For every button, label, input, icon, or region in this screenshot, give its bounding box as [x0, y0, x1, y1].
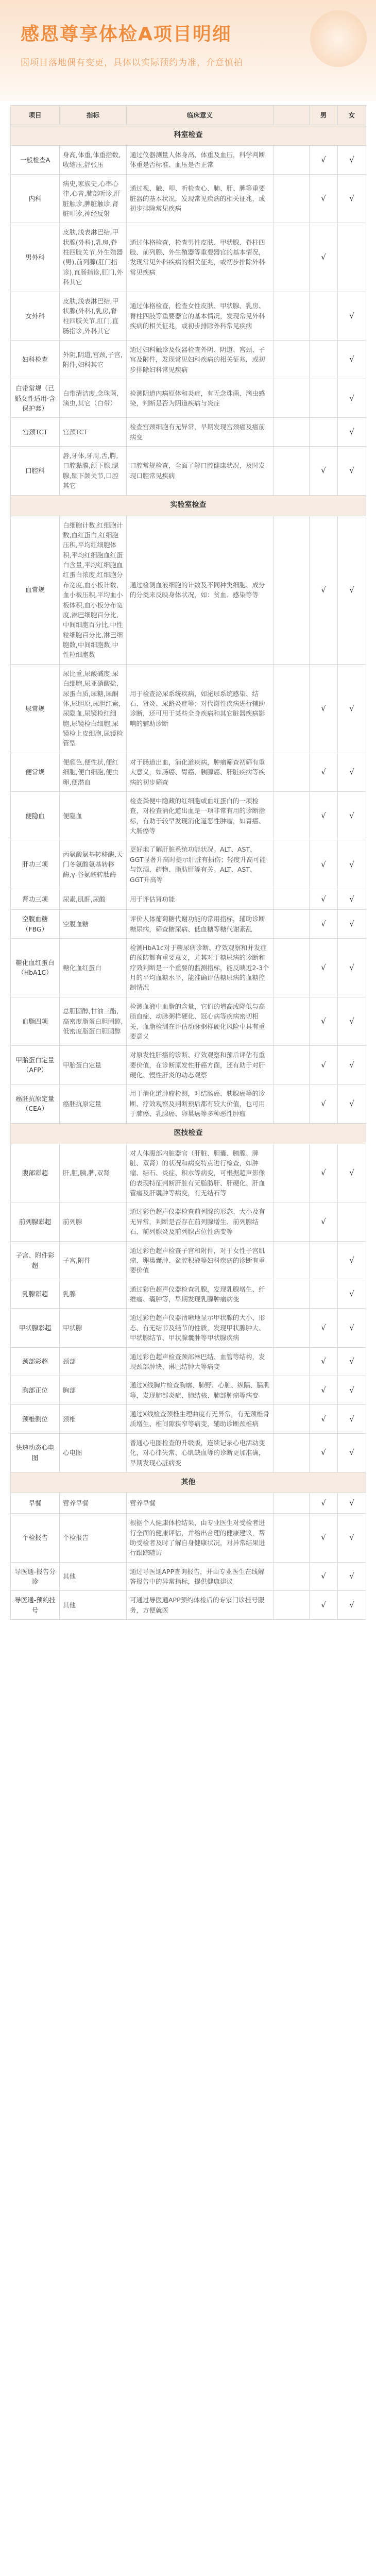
male-check-mark: √: [310, 753, 338, 791]
item-name: 导医通-报告分诊: [11, 1562, 60, 1591]
item-clinical-meaning: 通过体格检查，检查男性皮肤、甲状腺、脊柱四肢、前列腺、外生殖器等重要器官的基本情况，发现常见外科疾病的相关征兆，或初步排除外科常见疾病: [127, 223, 274, 292]
blank-cell: [274, 1046, 310, 1084]
female-check-mark: √: [338, 910, 366, 939]
female-check-mark: √: [338, 341, 366, 379]
header-indicator: 指标: [60, 106, 127, 125]
header-male: 男: [310, 106, 338, 125]
item-indicators: 癌胚抗原定量: [60, 1084, 127, 1123]
female-check-mark: √: [338, 516, 366, 664]
blank-cell: [274, 1433, 310, 1472]
blank-cell: [274, 664, 310, 753]
female-check-mark: √: [338, 1493, 366, 1513]
male-check-mark: √: [310, 516, 338, 664]
item-name: 一般检查A: [11, 146, 60, 175]
section-header-row: [11, 495, 366, 516]
blank-cell: [274, 292, 310, 341]
item-indicators: 营养早餐: [60, 1493, 127, 1513]
item-indicators: 白细胞计数,红细胞计数,血红蛋白,红细胞压积,平均红细胞体积,平均红细胞血红蛋白含量,平均红细胞血红蛋白浓度,红细胞分布宽度,血小板计数,血小板压积,平均血小板体积,血小板分布宽度,淋巴细胞百分比,中间细胞百分比,中性粒细胞百分比,淋巴细胞数,中间细胞数,中性粒细胞数: [60, 516, 127, 664]
item-clinical-meaning: 通过彩色超声检查子宫和附件，对于女性子宫肌瘤、卵巢囊肿、盆腔积液等妇科疾病的诊断有重要价值: [127, 1241, 274, 1280]
item-clinical-meaning: 检查宫颈细胞有无异常，早期发现宫颈癌及癌前病变: [127, 418, 274, 447]
table-row: [11, 1202, 366, 1241]
female-check-mark: √: [338, 1514, 366, 1563]
blank-cell: [274, 1493, 310, 1513]
item-clinical-meaning: 用于消化道肿瘤检测，对结肠癌、胰腺癌等的诊断、疗效观察及判断预后都有较大价值，也可用于肺癌、乳腺癌、卵巢癌等多种恶性肿瘤: [127, 1084, 274, 1123]
item-indicators: 空腹血糖: [60, 910, 127, 939]
blank-cell: [274, 938, 310, 997]
table-row: [11, 341, 366, 379]
female-check-mark: √: [338, 1144, 366, 1202]
item-name: 颈椎侧位: [11, 1405, 60, 1434]
item-name: 便隐血: [11, 791, 60, 840]
blank-cell: [274, 1591, 310, 1620]
item-indicators: 总胆固醇,甘油三酯,高密度脂蛋白胆固醇,低密度脂蛋白胆固醇: [60, 997, 127, 1046]
female-check-mark: √: [338, 1084, 366, 1123]
table-row: [11, 1309, 366, 1347]
item-clinical-meaning: 根据个人健康体检结果，由专业医生对受检者进行全面的健康评估，并给出合理的健康建议，帮助受检者及时了解自身健康状况，对异常结果进行跟踪随访: [127, 1514, 274, 1563]
item-clinical-meaning: 通过彩色超声检查颈部淋巴结、血管等结构，发现颈部肿块、淋巴结肿大等病变: [127, 1347, 274, 1376]
male-check-mark: √: [310, 664, 338, 753]
male-check-mark: √: [310, 1433, 338, 1472]
blank-cell: [274, 1514, 310, 1563]
item-name: 尿常规: [11, 664, 60, 753]
item-name: 前列腺彩超: [11, 1202, 60, 1241]
male-check-mark: [310, 1280, 338, 1309]
table-row: [11, 223, 366, 292]
male-check-mark: √: [310, 791, 338, 840]
item-clinical-meaning: 通过彩色超声仪器清晰地显示甲状腺的大小、形态、有无结节及结节的性质，发现甲状腺肿大、甲状腺结节、甲状腺囊肿等甲状腺疾病: [127, 1309, 274, 1347]
female-check-mark: √: [338, 1376, 366, 1405]
female-check-mark: √: [338, 1433, 366, 1472]
female-check-mark: √: [338, 840, 366, 889]
item-indicators: 颈部: [60, 1347, 127, 1376]
male-check-mark: √: [310, 223, 338, 292]
item-indicators: 前列腺: [60, 1202, 127, 1241]
section-title: 其他: [11, 1472, 366, 1493]
item-clinical-meaning: 口腔常规检查，全面了解口腔健康状况，及时发现口腔常见疾病: [127, 447, 274, 496]
item-indicators: 心电图: [60, 1433, 127, 1472]
item-indicators: 宫颈TCT: [60, 418, 127, 447]
item-name: 内科: [11, 174, 60, 223]
section-title: 医技检查: [11, 1123, 366, 1144]
table-row: [11, 516, 366, 664]
blank-cell: [274, 516, 310, 664]
blank-cell: [274, 146, 310, 175]
item-name: 血脂四项: [11, 997, 60, 1046]
table-row: [11, 146, 366, 175]
table-body: [11, 125, 366, 1620]
blank-cell: [274, 1202, 310, 1241]
male-check-mark: [310, 418, 338, 447]
item-name: 甲胎蛋白定量（AFP）: [11, 1046, 60, 1084]
item-name: 女外科: [11, 292, 60, 341]
female-check-mark: √: [338, 791, 366, 840]
male-check-mark: √: [310, 1493, 338, 1513]
table-row: [11, 791, 366, 840]
table-row: [11, 910, 366, 939]
item-clinical-meaning: 通过导医通APP查询报告，并由专业医生在线解答报告中的异常指标，提供健康建议: [127, 1562, 274, 1591]
female-check-mark: √: [338, 292, 366, 341]
item-indicators: 尿素,肌酐,尿酸: [60, 889, 127, 909]
item-clinical-meaning: 通过检测血液细胞的计数及不同种类细胞、成分的分类来反映身体状况，如：贫血、感染等等: [127, 516, 274, 664]
table-row: [11, 1433, 366, 1472]
male-check-mark: √: [310, 1084, 338, 1123]
blank-cell: [274, 1347, 310, 1376]
item-clinical-meaning: 通过X线检查颈椎生理曲度有无异常，有无颈椎骨质增生、椎间隙狭窄等病变，辅助诊断颈椎病: [127, 1405, 274, 1434]
table-row: [11, 1591, 366, 1620]
blank-cell: [274, 341, 310, 379]
table-row: [11, 1144, 366, 1202]
item-clinical-meaning: 通过彩色超声仪器检查乳腺，发现乳腺增生、纤维瘤、囊肿等，早期发现乳腺肿瘤病变: [127, 1280, 274, 1309]
header-item: 项目: [11, 106, 60, 125]
male-check-mark: √: [310, 1144, 338, 1202]
page-subtitle: 因项目落地偶有变更，具体以实际预约为准，介意慎拍: [21, 58, 243, 68]
item-name: 腹部彩超: [11, 1144, 60, 1202]
table-row: [11, 840, 366, 889]
female-check-mark: [338, 1202, 366, 1241]
male-check-mark: √: [310, 174, 338, 223]
item-indicators: 子宫,附件: [60, 1241, 127, 1280]
item-clinical-meaning: 普通心电图检查的升级版，连续记录心电活动变化，对心律失常、心肌缺血等的诊断更加准确，早期发现心脏病变: [127, 1433, 274, 1472]
item-name: 甲状腺彩超: [11, 1309, 60, 1347]
blank-cell: [274, 1144, 310, 1202]
item-indicators: 尿比重,尿酸碱度,尿白细胞,尿亚硝酸盐,尿蛋白质,尿糖,尿酮体,尿胆原,尿胆红素,尿隐血,尿镜检红细胞,尿镜检白细胞,尿镜检上皮细胞,尿镜检管型: [60, 664, 127, 753]
male-check-mark: √: [310, 1405, 338, 1434]
item-name: 空腹血糖（FBG）: [11, 910, 60, 939]
table-row: [11, 1280, 366, 1309]
male-check-mark: √: [310, 1347, 338, 1376]
male-check-mark: √: [310, 1514, 338, 1563]
item-name: 癌胚抗原定量（CEA）: [11, 1084, 60, 1123]
header-meaning: 临床意义: [127, 106, 274, 125]
table-row: [11, 418, 366, 447]
item-clinical-meaning: 用于检查泌尿系统疾病，如泌尿系统感染、结石、肾炎、尿路炎症等；对代谢性疾病进行辅助诊断，还可用于某些全身疾病和其它脏器疾病影响的辅助诊断: [127, 664, 274, 753]
female-check-mark: √: [338, 1562, 366, 1591]
item-name: 导医通-预约挂号: [11, 1591, 60, 1620]
table-row: [11, 1514, 366, 1563]
blank-cell: [274, 174, 310, 223]
male-check-mark: √: [310, 146, 338, 175]
checkup-table: [10, 105, 366, 1620]
male-check-mark: [310, 292, 338, 341]
blank-cell: [274, 791, 310, 840]
male-check-mark: √: [310, 1309, 338, 1347]
blank-cell: [274, 889, 310, 909]
item-clinical-meaning: 对人体腹部内脏器官（肝脏、胆囊、胰腺、脾脏、双肾）的状况和病变特点进行检查，如肿瘤、结石、炎症、积水等病变，可根据超声影像的表现特征判断肝脏有无脂肪肝、肝硬化、肝血管瘤及肝囊肿等病变，有无结石等: [127, 1144, 274, 1202]
female-check-mark: √: [338, 1591, 366, 1620]
blank-cell: [274, 1084, 310, 1123]
female-check-mark: √: [338, 997, 366, 1046]
item-clinical-meaning: 检测血液中血脂的含量，它们的增高或降低与高脂血症、动脉粥样硬化、冠心病等疾病密切相关，血脂检测在评估动脉粥样硬化风险中具有重要意义: [127, 997, 274, 1046]
item-name: 糖化血红蛋白（HbA1C）: [11, 938, 60, 997]
table-row: [11, 292, 366, 341]
table-row: [11, 1046, 366, 1084]
item-name: 白带常规（已婚女性适用·含保护套）: [11, 379, 60, 418]
male-check-mark: [310, 379, 338, 418]
item-clinical-meaning: 可通过导医通APP预约体检后的专家门诊挂号服务，方便就医: [127, 1591, 274, 1620]
banner-decoration: [310, 10, 367, 67]
female-check-mark: √: [338, 1241, 366, 1280]
item-clinical-meaning: 对于肠道出血，消化道疾病，肿瘤筛查初筛有重大意义，如肠癌、胃癌、胰腺癌、肝脏疾病等疾病的初步筛查: [127, 753, 274, 791]
male-check-mark: √: [310, 1202, 338, 1241]
male-check-mark: √: [310, 997, 338, 1046]
female-check-mark: √: [338, 938, 366, 997]
section-title: 科室检查: [11, 125, 366, 146]
item-name: 宫颈TCT: [11, 418, 60, 447]
item-clinical-meaning: 对原发性肝癌的诊断、疗效观察和预后评估有重要价值，在诊断原发性肝癌方面，还有助于对肝硬化、慢性肝炎的动态观察: [127, 1046, 274, 1084]
item-clinical-meaning: 检测阴道内病原体和炎症，有无念珠菌、滴虫感染，判断是否为阴道疾病与炎症: [127, 379, 274, 418]
item-indicators: 其他: [60, 1562, 127, 1591]
male-check-mark: √: [310, 938, 338, 997]
male-check-mark: √: [310, 1376, 338, 1405]
blank-cell: [274, 379, 310, 418]
item-indicators: 糖化血红蛋白: [60, 938, 127, 997]
section-header-row: [11, 125, 366, 146]
header-female: 女: [338, 106, 366, 125]
male-check-mark: √: [310, 1562, 338, 1591]
female-check-mark: √: [338, 664, 366, 753]
item-indicators: 皮肤,浅表淋巴结,甲状腺(外科),乳房,脊柱四肢关节,肛门,直肠指诊,外科其它: [60, 292, 127, 341]
female-check-mark: √: [338, 753, 366, 791]
blank-cell: [274, 447, 310, 496]
item-name: 个检报告: [11, 1514, 60, 1563]
blank-cell: [274, 753, 310, 791]
item-indicators: 病史,家族史,心率心律,心音,肺部听诊,肝脏触诊,脾脏触诊,肾脏叩诊,神经反射: [60, 174, 127, 223]
table-row: [11, 889, 366, 909]
page-title: 感恩尊享体检A项目明细: [21, 24, 232, 45]
item-name: 快速动态心电图: [11, 1433, 60, 1472]
item-indicators: 颈椎: [60, 1405, 127, 1434]
item-indicators: 乳腺: [60, 1280, 127, 1309]
blank-cell: [274, 910, 310, 939]
item-indicators: 甲胎蛋白定量: [60, 1046, 127, 1084]
blank-cell: [274, 997, 310, 1046]
table-row: [11, 1562, 366, 1591]
item-clinical-meaning: 通过仪器测量人体身高、体重及血压，科学判断体重是否标准、血压是否正常: [127, 146, 274, 175]
item-name: 便常规: [11, 753, 60, 791]
item-clinical-meaning: 通过体格检查，检查女性皮肤、甲状腺、乳房、脊柱四肢等重要器官的基本情况，发现常见外科疾病的相关征兆，或初步排除外科常见疾病: [127, 292, 274, 341]
female-check-mark: √: [338, 1347, 366, 1376]
table-row: [11, 997, 366, 1046]
female-check-mark: √: [338, 447, 366, 496]
male-check-mark: √: [310, 840, 338, 889]
table-row: [11, 379, 366, 418]
male-check-mark: √: [310, 447, 338, 496]
item-name: 口腔科: [11, 447, 60, 496]
item-indicators: 唇,牙体,牙周,舌,腭,口腔黏膜,颌下腺,腮腺,颞下颌关节,口腔其它: [60, 447, 127, 496]
male-check-mark: [310, 341, 338, 379]
table-row: [11, 753, 366, 791]
item-clinical-meaning: 检查粪便中隐藏的红细胞或血红蛋白的一项检查，对检查消化道出血是一项非常有用的诊断指标，有助于较早发现消化道恶性肿瘤，如胃癌、大肠癌等: [127, 791, 274, 840]
item-clinical-meaning: 检测HbA1c对于糖尿病诊断、疗效观察和并发症的预防都有重要意义，尤其对于糖尿病的诊断和疗效判断是一个重要的监测指标，能反映近2-3个月的平均血糖水平，能准确评估糖尿病的血糖控制情况: [127, 938, 274, 997]
item-clinical-meaning: 通过视、触、叩、听检查心、肺、肝、脾等重要脏器的基本状况，发现常见疾病的相关征兆，或初步排除常见疾病: [127, 174, 274, 223]
item-name: 肝功三项: [11, 840, 60, 889]
female-check-mark: √: [338, 1309, 366, 1347]
item-name: 男外科: [11, 223, 60, 292]
item-clinical-meaning: 评价人体葡萄糖代谢功能的常用指标，辅助诊断糖尿病，筛查糖尿病、低血糖等糖代谢紊乱: [127, 910, 274, 939]
item-name: 肾功三项: [11, 889, 60, 909]
female-check-mark: √: [338, 1280, 366, 1309]
male-check-mark: √: [310, 1591, 338, 1620]
table-row: [11, 1084, 366, 1123]
female-check-mark: √: [338, 889, 366, 909]
male-check-mark: √: [310, 889, 338, 909]
item-indicators: 丙氨酸氨基转移酶,天门冬氨酸氨基转移酶,γ-谷氨酰转肽酶: [60, 840, 127, 889]
item-indicators: 胸部: [60, 1376, 127, 1405]
item-name: 早餐: [11, 1493, 60, 1513]
blank-cell: [274, 418, 310, 447]
item-indicators: 便颜色,便性状,便红细胞,便白细胞,便虫卵,便潜血: [60, 753, 127, 791]
blank-cell: [274, 1280, 310, 1309]
female-check-mark: √: [338, 1405, 366, 1434]
female-check-mark: √: [338, 1046, 366, 1084]
table-row: [11, 1405, 366, 1434]
item-clinical-meaning: 更好地了解肝脏系统功能状况。ALT、AST、GGT显著升高时提示肝脏有损伤；轻度升高可能与饮酒、药物、脂肪肝等有关。ALT、AST、GGT升高等: [127, 840, 274, 889]
blank-cell: [274, 1376, 310, 1405]
section-title: 实验室检查: [11, 495, 366, 516]
female-check-mark: √: [338, 379, 366, 418]
item-name: 乳腺彩超: [11, 1280, 60, 1309]
item-indicators: 皮肤,浅表淋巴结,甲状腺(外科),乳房,脊柱四肢关节,外生殖器(男),前列腺(肛门指诊),直肠指诊,肛门,外科其它: [60, 223, 127, 292]
item-indicators: 甲状腺: [60, 1309, 127, 1347]
table-header-row: [11, 106, 366, 125]
item-name: 血常规: [11, 516, 60, 664]
header-blank: [274, 106, 310, 125]
blank-cell: [274, 1405, 310, 1434]
blank-cell: [274, 223, 310, 292]
item-indicators: 白带清洁度,念珠菌,滴虫,其它（白带）: [60, 379, 127, 418]
item-indicators: 身高,体重,体重指数,收缩压,舒张压: [60, 146, 127, 175]
item-indicators: 便隐血: [60, 791, 127, 840]
blank-cell: [274, 1241, 310, 1280]
item-indicators: 其他: [60, 1591, 127, 1620]
female-check-mark: [338, 223, 366, 292]
item-clinical-meaning: 用于评估肾功能: [127, 889, 274, 909]
male-check-mark: [310, 1241, 338, 1280]
item-name: 子宫、附件彩超: [11, 1241, 60, 1280]
item-clinical-meaning: 通过妇科触诊及仪器检查外阴、阴道、宫颈、子宫及附件，发现常见妇科疾病的相关征兆，或初步排除妇科常见疾病: [127, 341, 274, 379]
table-row: [11, 1493, 366, 1513]
section-header-row: [11, 1123, 366, 1144]
female-check-mark: √: [338, 418, 366, 447]
male-check-mark: √: [310, 910, 338, 939]
item-name: 胸部正位: [11, 1376, 60, 1405]
table-row: [11, 1241, 366, 1280]
header-banner: [0, 0, 376, 101]
blank-cell: [274, 1309, 310, 1347]
item-clinical-meaning: 通过彩色超声仪器检查前列腺的形态、大小及有无异常，判断是否存在前列腺增生、前列腺结石、前列腺炎及前列腺占位性病变等: [127, 1202, 274, 1241]
table-row: [11, 174, 366, 223]
female-check-mark: √: [338, 146, 366, 175]
table-row: [11, 664, 366, 753]
blank-cell: [274, 840, 310, 889]
item-indicators: 个检报告: [60, 1514, 127, 1563]
item-indicators: 外阴,阴道,宫颈,子宫,附件,妇科其它: [60, 341, 127, 379]
table-row: [11, 938, 366, 997]
item-name: 妇科检查: [11, 341, 60, 379]
item-name: 颈部彩超: [11, 1347, 60, 1376]
table-row: [11, 1347, 366, 1376]
section-header-row: [11, 1472, 366, 1493]
table-row: [11, 1376, 366, 1405]
female-check-mark: √: [338, 174, 366, 223]
item-clinical-meaning: 通过X线胸片检查胸廓、肺野、心脏、纵隔、膈肌等，发现肺部炎症、肺结核、肺部肿瘤等病变: [127, 1376, 274, 1405]
male-check-mark: √: [310, 1046, 338, 1084]
item-clinical-meaning: 营养早餐: [127, 1493, 274, 1513]
item-indicators: 肝,胆,胰,脾,双肾: [60, 1144, 127, 1202]
table-row: [11, 447, 366, 496]
blank-cell: [274, 1562, 310, 1591]
